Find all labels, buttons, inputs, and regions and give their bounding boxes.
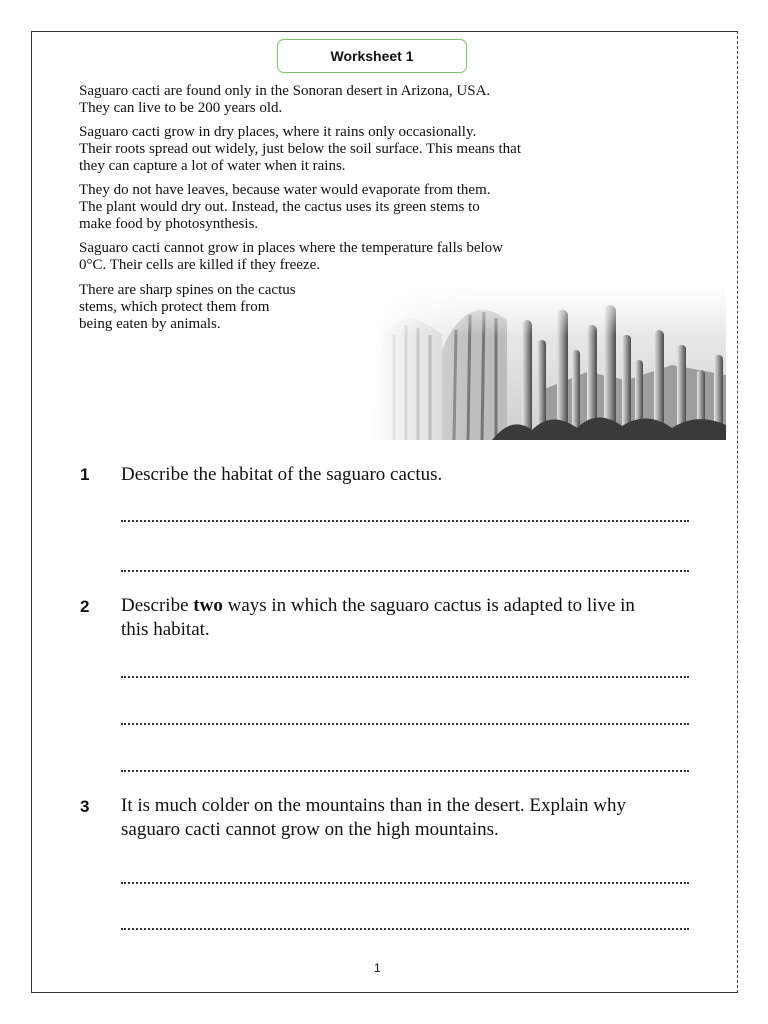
question-line: It is much colder on the mountains than in the desert. Explain why bbox=[121, 795, 626, 816]
intro-line: Saguaro cacti are found only in the Sonoran desert in Arizona, USA. bbox=[79, 83, 491, 99]
answer-line[interactable] bbox=[121, 723, 689, 725]
question-text-part: ways in which the saguaro cactus is adapted to live in bbox=[222, 595, 635, 616]
saguaro-cactus-photo bbox=[372, 280, 726, 440]
answer-line[interactable] bbox=[121, 770, 689, 772]
question-line: Describe the habitat of the saguaro cactus. bbox=[121, 464, 443, 485]
question-1-number: 1 bbox=[80, 465, 90, 484]
intro-line: being eaten by animals. bbox=[79, 316, 221, 332]
intro-line: Saguaro cacti grow in dry places, where it rains only occasionally. bbox=[79, 124, 477, 140]
intro-line: make food by photosynthesis. bbox=[79, 216, 259, 232]
question-text-part: Describe bbox=[121, 595, 194, 616]
question-2-number: 2 bbox=[80, 597, 90, 616]
intro-line: 0°C. Their cells are killed if they freeze. bbox=[79, 257, 321, 273]
question-3-number: 3 bbox=[80, 797, 90, 816]
answer-line[interactable] bbox=[121, 882, 689, 884]
answer-line[interactable] bbox=[121, 928, 689, 930]
answer-line[interactable] bbox=[121, 676, 689, 678]
intro-line: They can live to be 200 years old. bbox=[79, 100, 283, 116]
question-line bbox=[121, 594, 635, 618]
intro-line: stems, which protect them from bbox=[79, 299, 270, 315]
page-frame bbox=[31, 31, 738, 993]
intro-line: Their roots spread out widely, just below the soil surface. This means that bbox=[79, 141, 521, 157]
emphasis-two: two bbox=[193, 595, 223, 616]
intro-line: The plant would dry out. Instead, the cactus uses its green stems to bbox=[79, 199, 480, 215]
intro-paragraph-1 bbox=[79, 83, 490, 117]
intro-paragraph-3 bbox=[79, 182, 491, 233]
intro-line: they can capture a lot of water when it rains. bbox=[79, 158, 346, 174]
question-line: saguaro cacti cannot grow on the high mountains. bbox=[121, 819, 499, 840]
question-3-text bbox=[121, 794, 626, 842]
intro-line: There are sharp spines on the cactus bbox=[79, 282, 296, 298]
question-1-text bbox=[121, 463, 442, 487]
worksheet-title-text: Worksheet 1 bbox=[330, 48, 414, 64]
answer-line[interactable] bbox=[121, 520, 689, 522]
intro-paragraph-5 bbox=[79, 282, 296, 333]
question-line: this habitat. bbox=[121, 619, 210, 640]
page-number: 1 bbox=[374, 961, 381, 975]
answer-line[interactable] bbox=[121, 570, 689, 572]
question-2-text bbox=[121, 594, 635, 642]
intro-line: Saguaro cacti cannot grow in places where the temperature falls below bbox=[79, 240, 503, 256]
intro-line: They do not have leaves, because water would evaporate from them. bbox=[79, 182, 491, 198]
worksheet-title bbox=[277, 39, 467, 73]
intro-paragraph-4 bbox=[79, 240, 503, 274]
intro-paragraph-2 bbox=[79, 124, 521, 175]
